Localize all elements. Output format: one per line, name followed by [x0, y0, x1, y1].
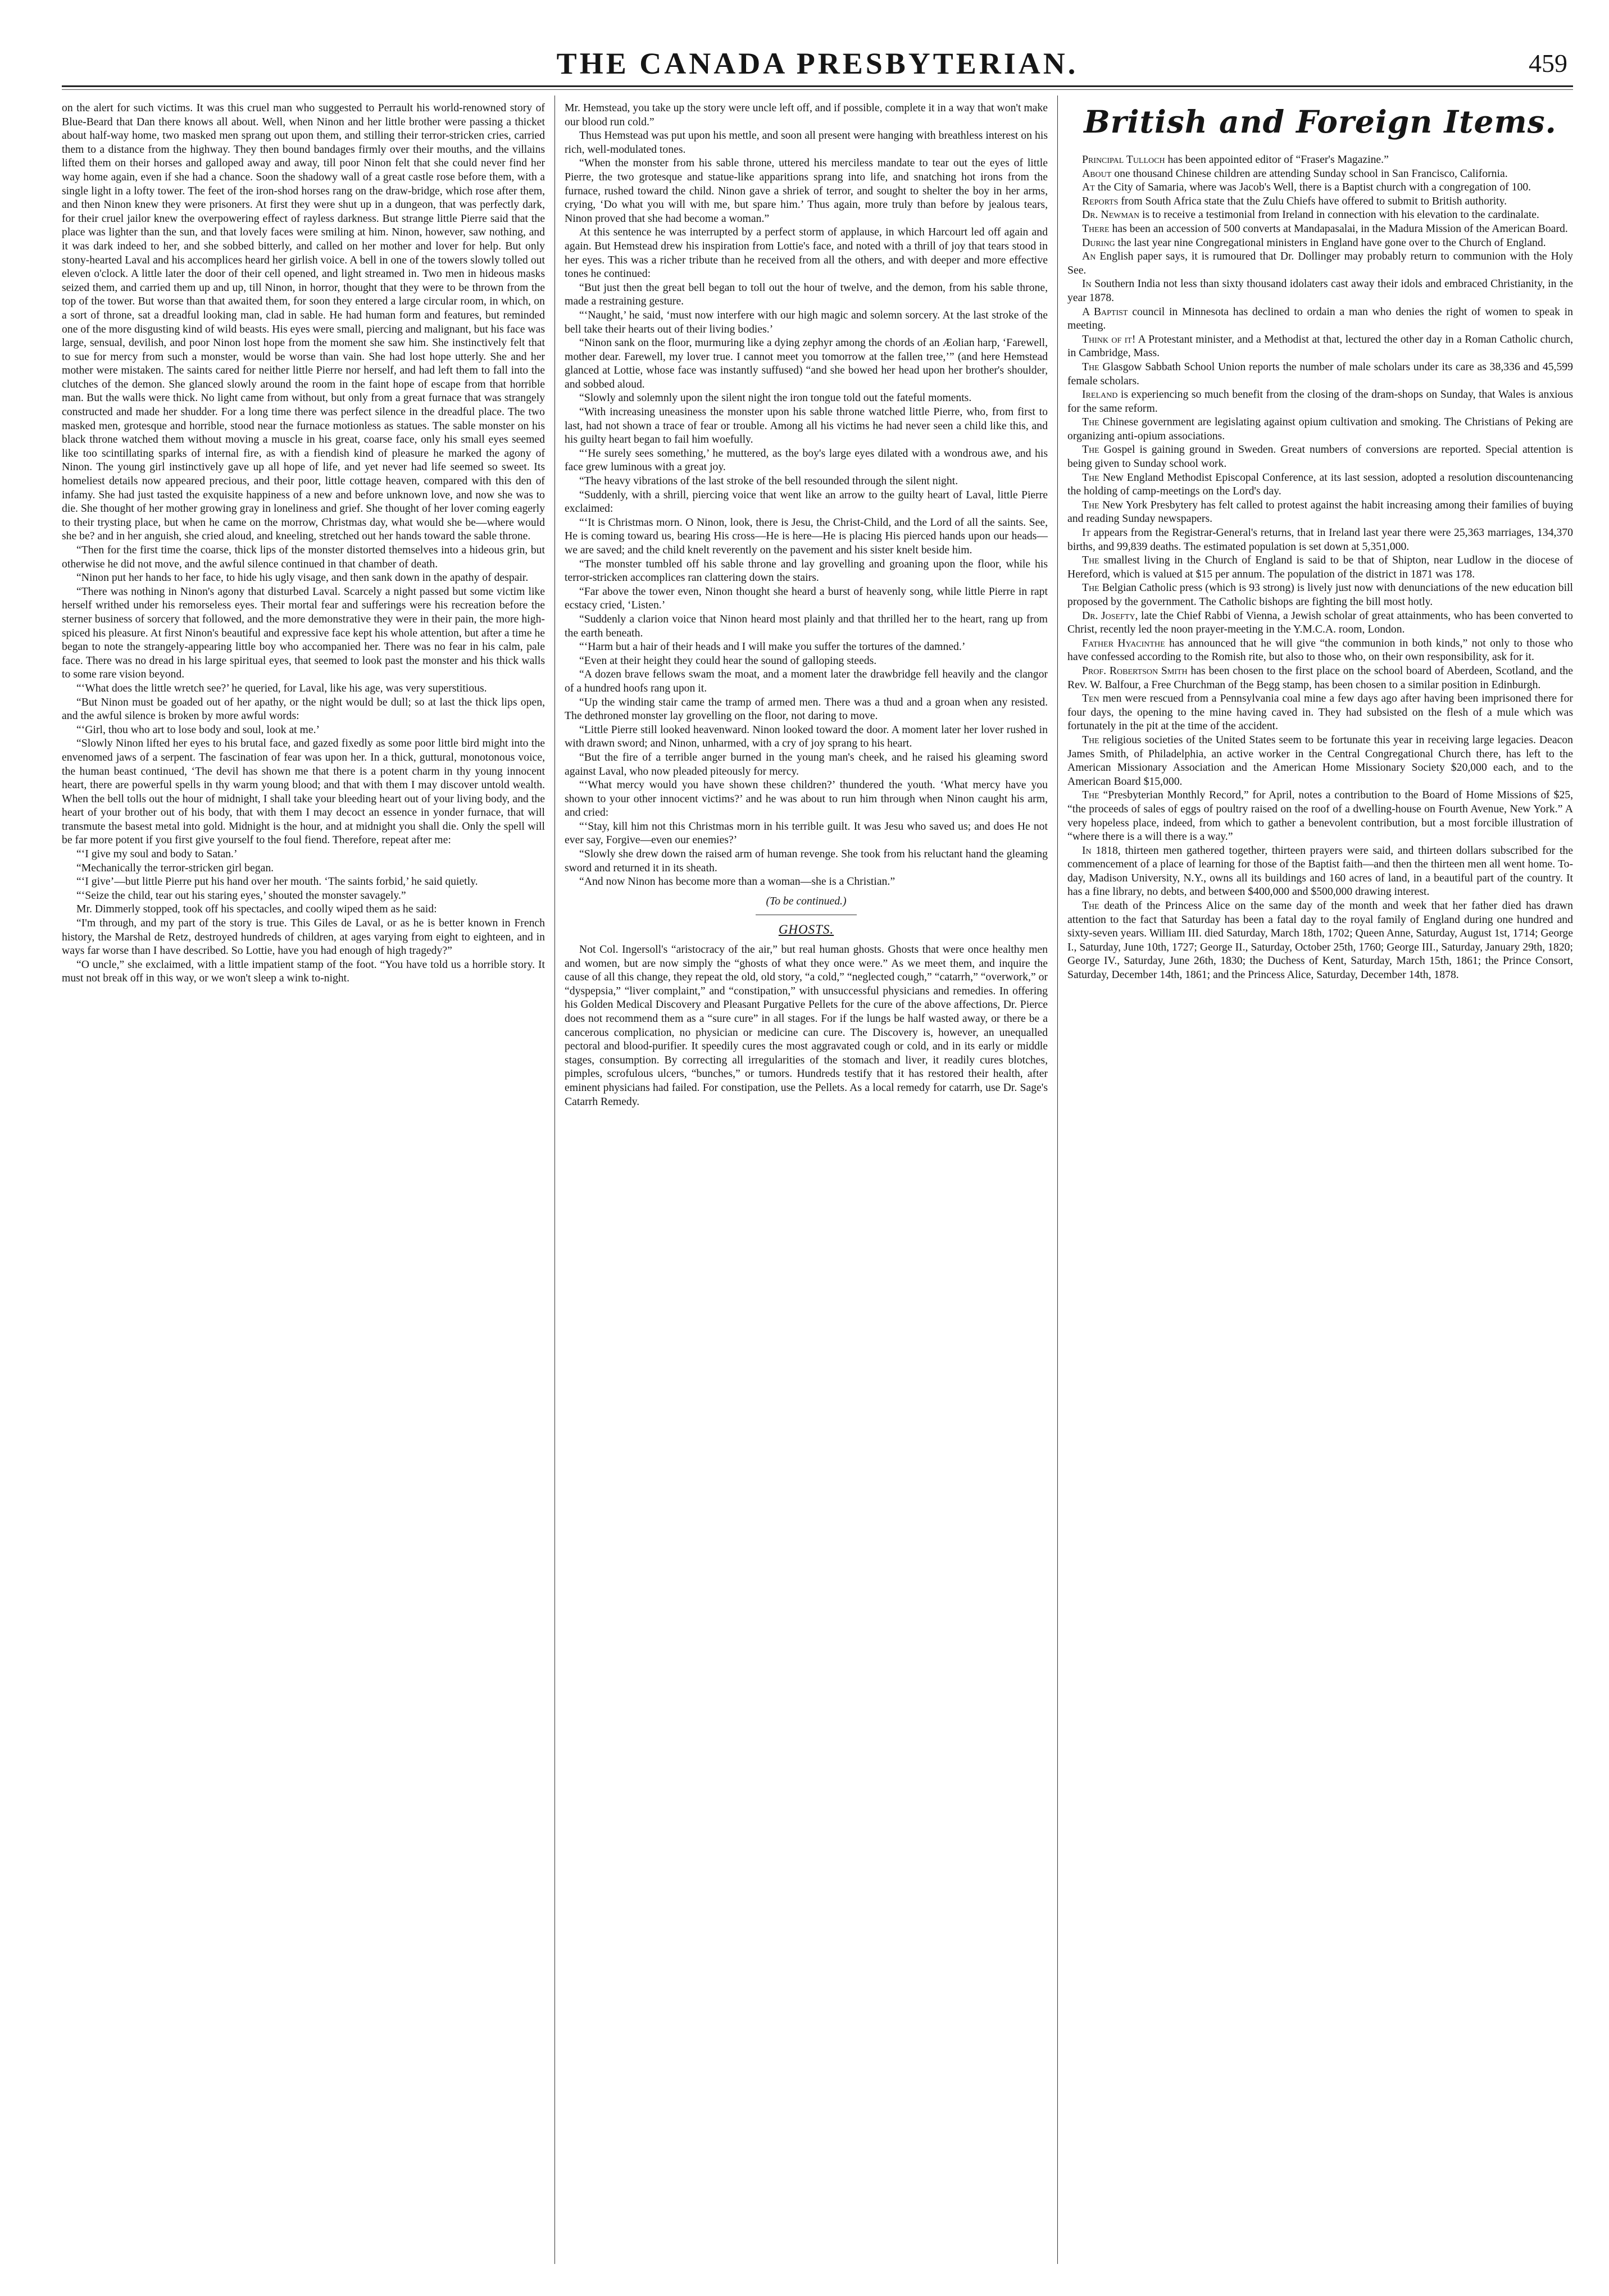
news-item-text: A Protestant minister, and a Methodist at that, lectured the other day in a Roman Catholic church, in Cambridge, Mass. [1067, 333, 1574, 360]
news-item-lead: There [1082, 222, 1110, 235]
news-item [1067, 733, 1573, 788]
story-paragraph: “‘Girl, thou who art to lose body and soul, look at me.’ [76, 723, 320, 736]
news-item-lead: Dr. Newman [1082, 208, 1140, 221]
to-be-continued: (To be continued.) [766, 894, 847, 907]
story-paragraph: Mr. Dimmerly stopped, took off his spectacles, and coolly wiped them as he said: [76, 903, 437, 916]
news-item-lead: At [1082, 181, 1095, 194]
story-paragraph: “‘Stay, kill him not this Christmas morn in his terrible guilt. It was Jesu who saved us; and does He not ever say, Forgive—even our enemies?’ [565, 820, 1048, 847]
story-paragraph: “‘Seize the child, tear out his staring eyes,’ shouted the monster savagely.” [76, 889, 406, 902]
news-item [1067, 194, 1573, 208]
news-item-text: smallest living in the Church of England is said to be that of Shipton, near Ludlow in the diocese of Hereford, which is valued at $15 per annum. The population of the district in 1871 was 178. [1067, 554, 1573, 580]
story-continuation [565, 101, 1048, 889]
story-paragraph: “Then for the first time the coarse, thick lips of the monster distorted themselves into a hideous grin, but otherwise he did not move, and the awful silence continued in that chamber of death. [62, 544, 545, 570]
news-item [1067, 236, 1573, 250]
news-item-text: the last year nine Congregational ministers in England have gone over to the Church of England. [1115, 236, 1546, 249]
news-item-text: the City of Samaria, where was Jacob's Well, there is a Baptist church with a congregation of 100. [1094, 181, 1531, 194]
masthead [62, 46, 1573, 85]
story-paragraph: “O uncle,” she exclaimed, with a little impatient stamp of the foot. “You have told us a horrible story. It must not break off in this way, or we won't sleep a wink to-night. [62, 958, 545, 985]
news-item-lead: The [1082, 498, 1099, 511]
news-item-lead: Dr. Josefty, [1082, 609, 1138, 622]
story-paragraph: “Slowly she drew down the raised arm of human revenge. She took from his reluctant hand the gleaming sword and returned it in its sheath. [565, 848, 1048, 874]
news-item-text: council in Minnesota has declined to ordain a man who denies the right of women to speak in meeting. [1067, 305, 1573, 332]
news-item [1067, 526, 1573, 553]
news-item-text: has announced that he will give “the communion in both kinds,” not only to those who have confessed according to the Romish rite, but also to those who, on their own responsibility, ask for it. [1067, 636, 1573, 663]
news-item [1067, 899, 1573, 982]
news-item [1067, 471, 1573, 498]
news-item-lead: Prof. Robertson Smith [1082, 664, 1188, 677]
story-paragraph: “But just then the great bell began to toll out the hour of twelve, and the demon, from his sable throne, made a restraining gesture. [565, 281, 1048, 308]
news-item-lead: Principal Tulloch [1082, 153, 1165, 166]
news-item-text: 1818, thirteen men gathered together, thirteen prayers were said, and thirteen dollars subscribed for the commencement of a place of learning for those of the Baptist faith—and then the thirteen men all went home. To-day, Madison University, N.Y., owns all its buildings and 160 acres of land, in a beautiful part of the country. It has a fine library, no debts, and between $400,000 and $500,000 drawing interest. [1067, 844, 1573, 898]
news-item [1067, 167, 1573, 181]
story-paragraph: “Far above the tower even, Ninon thought she heard a burst of heavenly song, while little Pierre in rapt ecstacy cried, ‘Listen.’ [565, 585, 1048, 612]
news-item-lead: The [1082, 471, 1099, 484]
column-divider [554, 96, 555, 2264]
column-divider [1057, 96, 1058, 2264]
news-items-column [1067, 101, 1573, 2264]
news-item-text: “Presbyterian Monthly Record,” for April, notes a contribution to the Board of Home Missions of $25, “the proceeds of sales of eggs of poultry raised on the roof of a dwelling-house on Fourth Avenue, New York.” A very hopeless place, indeed, from which to gather a benevolent contribution, but a most forcible illustration of “where there is a will there is a way.” [1067, 789, 1573, 843]
news-item [1067, 581, 1573, 608]
news-item-text: religious societies of the United States seem to be fortunate this year in receiving large legacies. Deacon James Smith, of Philadelphia, an active worker in the Central Congregational Church there, has left to the American Missionary Association and the American Home Missionary Society $20,000 each, and to the American Board $15,000. [1067, 733, 1573, 788]
story-paragraph: “And now Ninon has become more than a woman—she is a Christian.” [579, 875, 896, 888]
story-paragraph: “‘I give my soul and body to Satan.’ [76, 848, 238, 861]
news-item [1067, 388, 1573, 415]
news-item [1067, 180, 1573, 194]
news-item-lead: The [1082, 581, 1099, 594]
page-number: 459 [1529, 49, 1567, 78]
news-item-lead: The [1082, 554, 1099, 567]
news-item-lead: A Baptist [1082, 305, 1128, 318]
story-column-2 [565, 101, 1048, 2264]
news-item-text: New England Methodist Episcopal Conference, at its last session, adopted a resolution discountenancing the holding of camp-meetings on the Lord's day. [1067, 471, 1573, 498]
news-item [1067, 208, 1573, 222]
story-paragraph: “But the fire of a terrible anger burned in the young man's cheek, and he raised his gleaming sword against Laval, who now pleaded piteously for mercy. [565, 751, 1048, 778]
story-paragraph: “The heavy vibrations of the last stroke of the bell resounded through the silent night. [579, 475, 958, 488]
header-rule [62, 85, 1573, 87]
news-item-lead: The [1082, 733, 1099, 746]
story-paragraph: “Mechanically the terror-stricken girl began. [76, 861, 274, 874]
news-item-lead: Ireland [1082, 388, 1118, 401]
story-paragraph: “‘Harm but a hair of their heads and I will make you suffer the tortures of the damned.’ [579, 640, 966, 653]
news-item-lead: In [1082, 278, 1092, 290]
story-paragraph: on the alert for such victims. It was this cruel man who suggested to Perrault his world-renowned story of Blue-Beard that Dan there knows all about. Well, when Ninon and her little brother were passing a thicket about half-way home, two masked men sprang out upon them, and stilling their terror-stricken cries, carried them to a distance from the highway. They then bound bandages firmly over their mouths, and the villains lifted them on their horses and galloped away and away, till poor Ninon felt that she could never find her way home again, even if she had a chance. Soon the shadowy wall of a great castle rose before them, with a single light in a lofty tower. The feet of the iron-shod horses rang on the draw-bridge, which rose after them, and then Ninon knew they were prisoners. At first they were shut up in a dungeon, that was perfectly dark, for their cruel jailor knew the overpowering effect of rayless darkness. But strange little Pierre said that the place was lighter than the sun, and that lovely faces were smiling at him. Ninon, however, saw nothing, and it was dark indeed to her, and she sobbed bitterly, and called on her mother and lover for help. But only stony-hearted Laval and his accomplices heard her girlish voice. A bell in one of the towers slowly tolled out eleven o'clock. A little later the door of their cell opened, and light streamed in. Two men in hideous masks seized them, and carried them up and up, till Ninon, in horror, thought that they were to be thrown from the top of the tower. But worse than that awaited them, for soon they entered a large circular room, in which, on a sort of throne, sat a dreadful looking man, clad in sable. He had human form and features, but reminded one of the more disgusting kind of wild beasts. His eyes were small, piercing and malignant, but his face was large, sensual, devilish, and poor Ninon lost hope from the moment she saw him. She instinctively felt that to sue for mercy from such a monster, would be worse than vain. She had lost hope utterly. She and her mother were mistaken. The saints cared for neither little Pierre nor herself, and had left them to fall into the clutches of the demon. She glanced slowly around the room in the faint hope of escape from that horrible man. But the walls were thick. No light came from without, but only from a great furnace that was strangely constructed and made her shudder. For a long time there was perfect silence in the dreadful place. The two masked men, grotesque and horrible, stood near the furnace motionless as statues. The sable monster on his black throne watched them without moving a muscle in his great, coarse face, only his small eyes seemed like too scintillating sparks of internal fire, as with a fiendish kind of pleasure he marked the agony of Ninon. The young girl instinctively gave up all hope of life, and yet never had life seemed so sweet. Its homeliest details now appeared precious, and their poor, little cottage heaven, compared with this den of infamy. She had just tasted the exquisite happiness of a new and before unknown love, and now she was to die. She thought of her mother growing gray in loneliness and grief. She thought of her lover coming eagerly to their trysting place, but when he came on the morrow, Christmas day, what would she be—where would she be? and in her anguish, she cried aloud, and kneeling, stretched out her hands toward the sable throne. [62, 102, 545, 543]
news-item [1067, 844, 1573, 899]
story-paragraph: “There was nothing in Ninon's agony that disturbed Laval. Scarcely a night passed but some victim like herself writhed under his remorseless eyes. Their mortal fear and sufferings were his recreation before the sterner business of sorcery that followed, and the more demonstrative they were in their pain, the more high-spiced his pleasure. At first Ninon's beautiful and expressive face kept his whole attention, but after a time he began to note the strangely-appearing little boy who accompanied her. There was no fear in his calm, pale face. There was no dread in his large spiritual eyes, that seemed to look past the monster and his thick walls to some rare vision beyond. [62, 585, 545, 681]
news-item-text: Chinese government are legislating against opium cultivation and smoking. The Christians of Peking are organizing anti-opium associations. [1067, 416, 1573, 442]
news-item-text: late the Chief Rabbi of Vienna, a Jewish scholar of great attainments, who has been converted to Christ, recently led the noon prayer-meeting in the Y.M.C.A. room, London. [1067, 609, 1573, 636]
story-paragraph: “Slowly and solemnly upon the silent night the iron tongue told out the fateful moments. [579, 392, 972, 404]
story-paragraph: “I'm through, and my part of the story is true. This Giles de Laval, or as he is better known in French history, the Marshal de Retz, destroyed hundreds of children, at ages varying from eight to eighteen, and in ways far worse than I have described. So Lottie, have you had enough of high tragedy?” [62, 917, 545, 957]
news-item-lead: An [1082, 250, 1096, 263]
news-item-text: has been an accession of 500 converts at Mandapasalai, in the Madura Mission of the American Board. [1109, 222, 1568, 235]
story-paragraph: At this sentence he was interrupted by a perfect storm of applause, in which Harcourt led off again and again. But Hemstead drew his inspiration from Lottie's face, and noted with a thrill of joy that tears stood in her eyes. This was a richer tribute than he received from all the others, and with deeper and more effective tones he continued: [565, 226, 1048, 280]
news-item-lead: The [1082, 360, 1099, 373]
news-item [1067, 415, 1573, 443]
news-item-lead: The [1082, 416, 1099, 429]
news-item-lead: Ten [1082, 692, 1099, 705]
story-paragraph: “‘It is Christmas morn. O Ninon, look, there is Jesu, the Christ-Child, and the Lord of all the saints. See, He is coming toward us, bearing His cross—He is here—He is placing His pierced hands upon our heads—we are saved; and the child knelt reverently on the pavement and his sister knelt beside him. [565, 516, 1048, 556]
news-item [1067, 333, 1573, 360]
news-item-lead: About [1082, 167, 1112, 180]
news-item [1067, 360, 1573, 388]
news-item [1067, 153, 1573, 167]
news-item [1067, 692, 1573, 733]
news-item-text: Gospel is gaining ground in Sweden. Great numbers of conversions are reported. Special attention is being given to Sunday school work. [1067, 443, 1573, 470]
news-item-text: one thousand Chinese children are attending Sunday school in San Francisco, California. [1111, 167, 1508, 180]
story-paragraph: “A dozen brave fellows swam the moat, and a moment later the drawbridge fell heavily and the clangor of a hundred hoofs rang upon it. [565, 668, 1048, 694]
story-paragraph: “The monster tumbled off his sable throne and lay grovelling and groaning upon the floor, while his terror-stricken accomplices ran clattering down the stairs. [565, 557, 1048, 584]
news-item-lead: Reports [1082, 194, 1119, 207]
news-item-text: has been chosen to the first place on the school board of Aberdeen, Scotland, and the Rev. W. Balfour, a Free Churchman of the Begg stamp, has been chosen to a similar position in Edinburgh. [1067, 664, 1574, 691]
story-paragraph: Mr. Hemstead, you take up the story were uncle left off, and if possible, complete it in a way that won't make our blood run cold.” [565, 102, 1048, 128]
story-paragraph: “Little Pierre still looked heavenward. Ninon looked toward the door. A moment later her lover rushed in with drawn sword; and Ninon, unharmed, with a cry of joy sprang to his heart. [565, 723, 1048, 750]
news-item [1067, 222, 1573, 236]
story-paragraph: “Ninon sank on the floor, murmuring like a dying zephyr among the chords of an Æolian harp, ‘Farewell, mother dear. Farewell, my lover true. I cannot meet you tomorrow at the fallen tree,’” (and here Hemstead glanced at Lottie, whose face was instantly suffused) “and she bowed her head upon her brother's shoulder, and sobbed aloud. [565, 337, 1048, 390]
news-item [1067, 305, 1573, 333]
story-paragraph: “Suddenly a clarion voice that Ninon heard most plainly and that thrilled her to the heart, rang up from the earth beneath. [565, 612, 1048, 639]
story-paragraph: “‘What does the little wretch see?’ he queried, for Laval, like his age, was very superstitious. [76, 681, 487, 694]
story-column-1 [62, 101, 545, 2264]
news-item [1067, 277, 1573, 304]
newspaper-title: THE CANADA PRESBYTERIAN. [556, 47, 1079, 80]
header-rule-thin [62, 89, 1573, 90]
story-paragraph: “Ninon put her hands to her face, to hide his ugly visage, and then sank down in the apathy of despair. [76, 571, 529, 584]
news-item-lead: Think of it! [1082, 333, 1136, 345]
news-item-text: English paper says, it is rumoured that Dr. Dollinger may probably return to communion with the Holy See. [1067, 250, 1573, 276]
story-paragraph: Thus Hemstead was put upon his mettle, and soon all present were hanging with breathless interest on his rich, well-modulated tones. [565, 129, 1048, 156]
story-paragraph: “Even at their height they could hear the sound of galloping steeds. [579, 654, 877, 667]
news-item [1067, 553, 1573, 581]
news-item-text: New York Presbytery has felt called to protest against the habit increasing among their families of buying and reading Sunday newspapers. [1067, 498, 1573, 525]
story-paragraph: “‘He surely sees something,’ he muttered, as the boy's large eyes dilated with a wondrous awe, and his face grew luminous with a great joy. [565, 447, 1048, 474]
news-item [1067, 609, 1573, 636]
news-item-text: men were rescued from a Pennsylvania coal mine a few days ago after having been imprisoned there for four days, the opening to the mine having caved in. They had subsisted on the flesh of a mule which was fortunately in the pit at the time of the accident. [1067, 692, 1573, 733]
news-item [1067, 636, 1573, 664]
news-item-text: Glasgow Sabbath School Union reports the number of male scholars under its care as 38,336 and 45,599 female scholars. [1067, 360, 1573, 387]
news-item-lead: In [1082, 844, 1092, 857]
news-item [1067, 788, 1573, 843]
news-item-text: death of the Princess Alice on the same day of the month and week that her father died has drawn attention to the fact that Saturday has been a fatal day to the royal family of England during one hundred and sixty-seven years. William III. died Saturday, March 18th, 1702; Queen Anne, Saturday, August 1st, 1714; George I., Saturday, June 10th, 1727; George II., Saturday, October 25th, 1760; George III., Saturday, January 29th, 1820; George IV., Saturday, June 26th, 1830; the Duchess of Kent, Saturday, March 15th, 1861; the Prince Consort, Saturday, December 14th, 1861; and the Princess Alice, Saturday, December 14th, 1878. [1067, 899, 1573, 981]
news-item-text: appears from the Registrar-General's returns, that in Ireland last year there were 25,363 marriages, 134,370 births, and 99,839 deaths. The estimated population is set down at 5,351,000. [1067, 526, 1573, 553]
news-item-text: is to receive a testimonial from Ireland in connection with his elevation to the cardinalate. [1139, 208, 1539, 221]
story-paragraph: “Suddenly, with a shrill, piercing voice that went like an arrow to the guilty heart of Laval, little Pierre exclaimed: [565, 488, 1048, 515]
news-item-text: Belgian Catholic press (which is 93 strong) is lively just now with denunciations of the new education bill proposed by the government. The Catholic bishops are fighting the bill most hotly. [1067, 581, 1573, 608]
story-paragraph: “Slowly Ninon lifted her eyes to his brutal face, and gazed fixedly as some poor little bird might into the envenomed jaws of a serpent. The fascination of fear was upon her. In a thick, guttural, monotonous voice, the human beast continued, ‘The devil has shown me that there is a potent charm in thy young innocent heart, there are powerful spells in thy warm young blood; and that with them I may discover untold wealth. When the bell tolls out the hour of midnight, I shall take your bleeding heart out of your living body, and the heart of your brother out of his body, that with them I may decoct an essence in yonder furnace, that will transmute the basest metal into gold. Midnight is the hour, and at midnight you shall die. Only the spell will be far more potent if you first give yourself to the foul fiend. Therefore, repeat after me: [62, 737, 545, 847]
news-item-lead: The [1082, 789, 1099, 802]
news-item-text: Southern India not less than sixty thousand idolaters cast away their idols and embraced Christianity, in the year 1878. [1067, 278, 1573, 304]
news-item [1067, 443, 1573, 470]
news-item-text: from South Africa state that the Zulu Chiefs have offered to submit to British authority. [1118, 194, 1507, 207]
british-foreign-items-heading: British and Foreign Items. [1084, 103, 1557, 140]
ghosts-article: Not Col. Ingersoll's “aristocracy of the air,” but real human ghosts. Ghosts that were once healthy men and women, but are now simply the “ghosts of what they once were.” As we meet them, and inquire the cause of all this change, they repeat the old, old story, “a cold,” “neglected cough,” “catarrh,” “overwork,” or “dyspepsia,” “liver complaint,” and “constipation,” with unsuccessful physicians and remedies. In offering his Golden Medical Discovery and Pleasant Purgative Pellets for the cure of the above affections, Dr. Pierce does not recommend them as a “sure cure” in all stages. For if the lungs be half wasted away, or there be a cancerous complication, no physician or medicine can cure. The Discovery is, however, an unequalled pectoral and blood-purifier. It speedily cures the most aggravated cough or cold, and in its early or middle stages, consumption. By correcting all irregularities of the stomach and liver, it readily cures blotches, pimples, scrofulous ulcers, “bunches,” or tumors. Hundreds testify that it has restored their health, after eminent physicians had failed. For constipation, use the Pellets. As a local remedy for catarrh, use Dr. Sage's Catarrh Remedy. [565, 943, 1048, 1108]
story-paragraph: “‘I give’—but little Pierre put his hand over her mouth. ‘The saints forbid,’ he said quietly. [76, 875, 478, 888]
news-item [1067, 664, 1573, 692]
news-item-lead: The [1082, 443, 1099, 456]
story-paragraph: “With increasing uneasiness the monster upon his sable throne watched little Pierre, who, from first to last, had not shown a trace of fear or trouble. Among all his victims he had never seen a child like this, and his guilty heart began to fail him woefully. [565, 406, 1048, 446]
news-item-lead: During [1082, 236, 1115, 249]
news-item [1067, 249, 1573, 277]
story-paragraph: “Up the winding stair came the tramp of armed men. There was a thud and a groan when any resisted. The dethroned monster lay grovelling on the floor, not daring to move. [565, 695, 1048, 722]
ghosts-heading: GHOSTS. [778, 922, 834, 937]
news-item-text: is experiencing so much benefit from the closing of the dram-shops on Sunday, that Wales is anxious for the same reform. [1067, 388, 1573, 415]
news-item-lead: It [1082, 526, 1091, 539]
story-paragraph: “But Ninon must be goaded out of her apathy, or the night would be dull; so at last the thick lips open, and the awful silence is broken by more awful words: [62, 695, 545, 722]
news-items-list [1067, 153, 1573, 982]
news-item-lead: The [1082, 899, 1099, 912]
news-item [1067, 498, 1573, 526]
story-paragraph: “When the monster from his sable throne, uttered his merciless mandate to tear out the eyes of little Pierre, the two grotesque and statue-like apparitions sprang into life, and snatching hot irons from the furnace, rushed toward the child. Ninon gave a shriek of terror, and sought to shelter the boy in her arms, crying, ‘Do what you will with me, but spare him.’ Thus again, more truly than before by jealous tears, Ninon proved that she had become a woman.” [565, 157, 1048, 225]
story-paragraph: “‘What mercy would you have shown these children?’ thundered the youth. ‘What mercy have you shown to your other innocent victims?’ and he was about to run him through when Ninon caught his arm, and cried: [565, 779, 1048, 819]
news-item-text: has been appointed editor of “Fraser's Magazine.” [1165, 153, 1389, 166]
news-item-lead: Father Hyacinthe [1082, 636, 1165, 649]
story-paragraph: “‘Naught,’ he said, ‘must now interfere with our high magic and solemn sorcery. At the last stroke of the bell take their hearts out of their living bodies.’ [565, 308, 1048, 335]
